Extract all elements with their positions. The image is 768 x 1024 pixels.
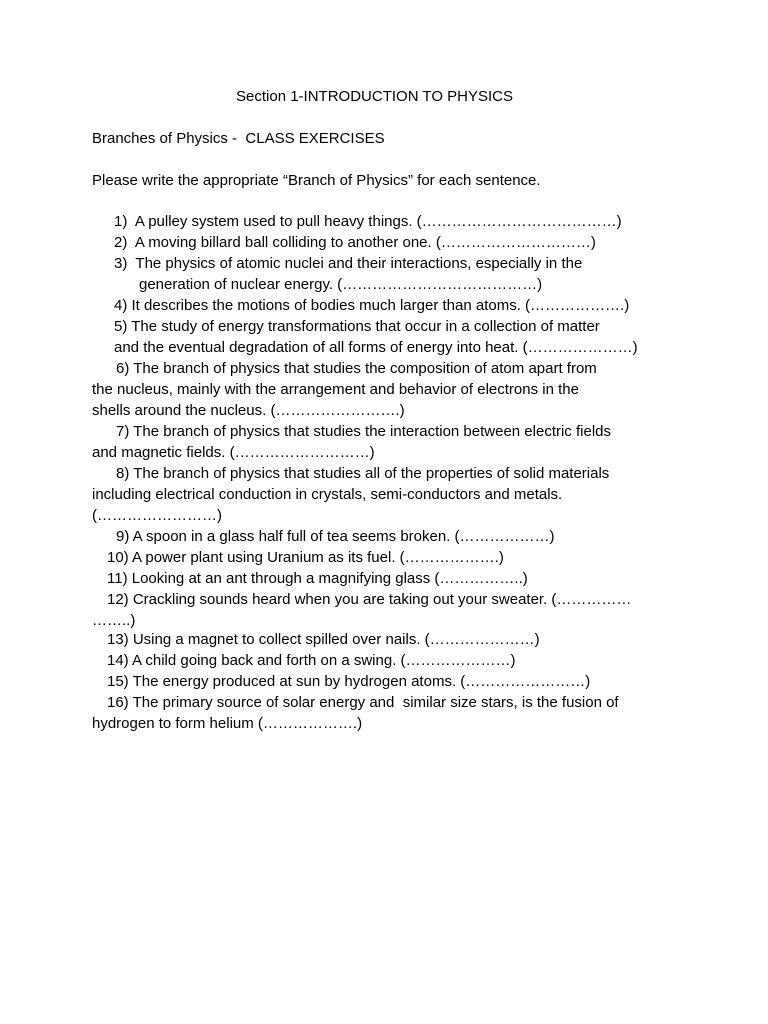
exercise-line: 8) The branch of physics that studies all of the properties of solid materials <box>116 465 610 482</box>
exercise-line: 16) The primary source of solar energy and similar size stars, is the fusion of <box>107 694 619 711</box>
exercise-line: 15) The energy produced at sun by hydrogen atoms. (……………………) <box>107 673 591 690</box>
exercise-line: 9) A spoon in a glass half full of tea seems broken. (………………) <box>116 528 555 545</box>
exercise-line: 13) Using a magnet to collect spilled over nails. (…………………) <box>107 631 540 648</box>
section-subtitle: Branches of Physics - CLASS EXERCISES <box>92 130 385 147</box>
exercise-line-continuation: including electrical conduction in crystals, semi-conductors and metals. <box>92 486 563 503</box>
exercise-line: 14) A child going back and forth on a swing. (…………………) <box>107 652 516 669</box>
exercise-line: 7) The branch of physics that studies the interaction between electric fields <box>116 423 611 440</box>
exercise-line: 12) Crackling sounds heard when you are taking out your sweater. (…………… <box>107 591 632 608</box>
exercise-line-continuation: shells around the nucleus. (…………………….) <box>92 402 405 419</box>
exercise-line-continuation: ……..) <box>92 612 136 629</box>
exercise-line: 5) The study of energy transformations that occur in a collection of matter <box>114 318 600 335</box>
exercise-line-continuation: hydrogen to form helium (……………….) <box>92 715 363 732</box>
exercise-line: 1) A pulley system used to pull heavy things. (…………………………………) <box>114 213 622 230</box>
exercise-line-continuation: (……………………) <box>92 507 222 524</box>
exercise-line: 6) The branch of physics that studies the composition of atom apart from <box>116 360 597 377</box>
exercise-line-continuation: and magnetic fields. (………………………) <box>92 444 375 461</box>
exercise-line: 3) The physics of atomic nuclei and their interactions, especially in the <box>114 255 583 272</box>
exercise-line-continuation: generation of nuclear energy. (…………………………………) <box>139 276 543 293</box>
exercise-line: 4) It describes the motions of bodies much larger than atoms. (……………….) <box>114 297 630 314</box>
exercise-line-continuation: and the eventual degradation of all forms of energy into heat. (…………………) <box>114 339 638 356</box>
exercise-line: 11) Looking at an ant through a magnifying glass (……………..) <box>107 570 528 587</box>
exercise-line-continuation: the nucleus, mainly with the arrangement and behavior of electrons in the <box>92 381 579 398</box>
exercise-line: 2) A moving billard ball colliding to another one. (…………………………) <box>114 234 596 251</box>
instruction-text: Please write the appropriate “Branch of Physics” for each sentence. <box>92 172 541 189</box>
exercise-line: 10) A power plant using Uranium as its fuel. (……………….) <box>107 549 504 566</box>
page-title: Section 1-INTRODUCTION TO PHYSICS <box>236 88 514 105</box>
